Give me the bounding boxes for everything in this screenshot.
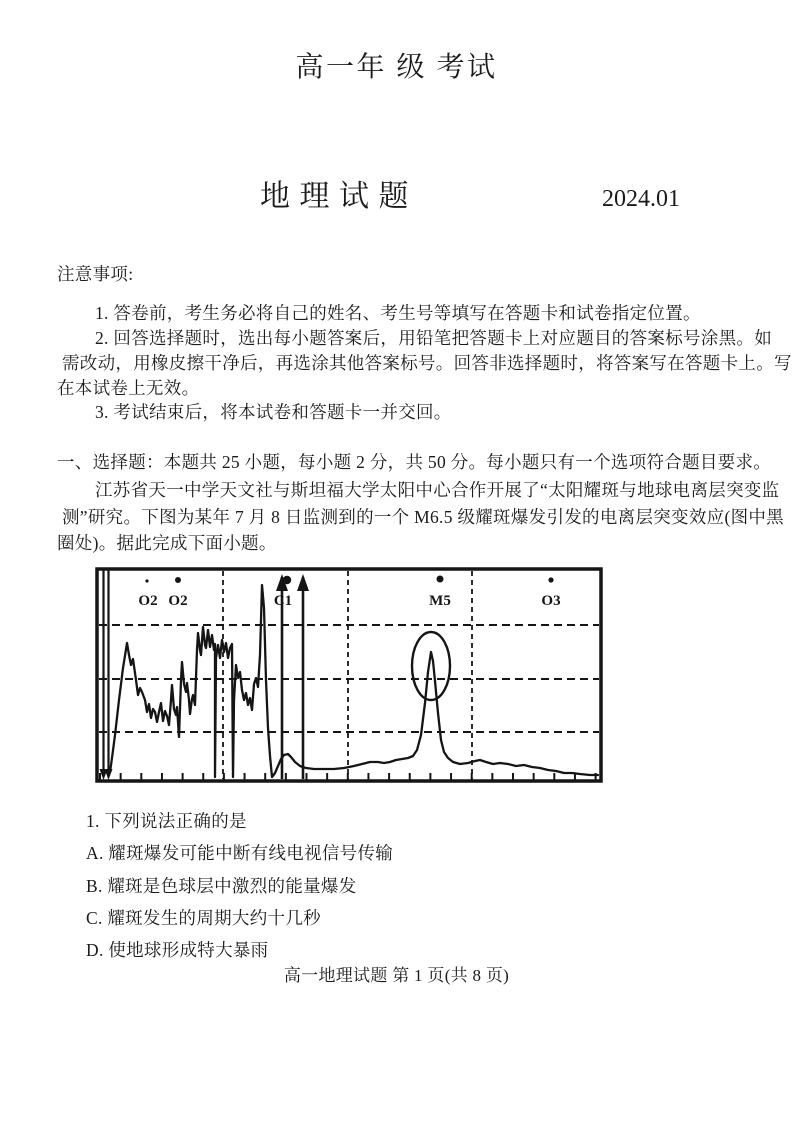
event-dot-O3-4: [548, 577, 553, 582]
question-intro-line-2: 测”研究。下图为某年 7 月 8 日监测到的一个 M6.5 级耀斑爆发引发的电离层突变效应(图中黑: [62, 507, 784, 527]
page-footer: 高一地理试题 第 1 页(共 8 页): [283, 966, 510, 985]
event-dot-O2-1: [175, 577, 181, 583]
notice-heading: 注意事项:: [57, 264, 134, 284]
notice-item-2-line-2: 需改动，用橡皮擦干净后，再选涂其他答案标号。回答非选择题时，将答案写在答题卡上。写: [62, 353, 792, 373]
exam-title: 高一年 级 考试: [295, 52, 498, 83]
section-1-header: 一、选择题：本题共 25 小题，每小题 2 分，共 50 分。每小题只有一个选项符合题目要求。: [57, 452, 772, 472]
up-arrowhead-blob: [283, 576, 291, 584]
flare-highlight-circle: [412, 632, 450, 700]
notice-item-2-line-3: 在本试卷上无效。: [57, 378, 200, 398]
subject-title: 地 理 试 题: [260, 180, 410, 213]
question-1-option-d: D. 使地球形成特大暴雨: [86, 940, 269, 960]
notice-item-2-line-1: 2. 回答选择题时，选出每小题答案后，用铅笔把答题卡上对应题目的答案标号涂黑。如: [95, 328, 772, 348]
event-dot-M5-3: [437, 576, 444, 583]
chart-label-O3-4: O3: [541, 593, 561, 609]
question-1-option-a: A. 耀斑爆发可能中断有线电视信号传输: [86, 843, 394, 863]
question-intro-line-1: 江苏省天一中学天文社与斯坦福大学太阳中心合作开展了“太阳耀斑与地球电离层突变监: [95, 480, 780, 500]
ionosphere-monitoring-figure: [90, 558, 610, 796]
chart-label-O2-0: O2: [138, 593, 158, 609]
notice-item-1: 1. 答卷前，考生务必将自己的姓名、考生号等填写在答题卡和试卷指定位置。: [95, 303, 701, 323]
exam-date: 2024.01: [602, 186, 680, 212]
chart-label-M5-3: M5: [429, 593, 451, 609]
question-1-stem: 1. 下列说法正确的是: [86, 811, 247, 831]
chart-label-C1-2: C1: [273, 593, 293, 609]
monitoring-chart-svg: [90, 558, 610, 796]
question-1-option-b: B. 耀斑是色球层中激烈的能量爆发: [86, 876, 357, 896]
question-intro-line-3: 圈处)。据此完成下面小题。: [57, 533, 277, 553]
notice-item-3: 3. 考试结束后，将本试卷和答题卡一并交回。: [95, 402, 452, 422]
event-dot-O2-0: [145, 579, 148, 582]
up-arrowhead-1: [297, 574, 309, 591]
signal-trace: [110, 585, 598, 777]
chart-label-O2-1: O2: [168, 593, 188, 609]
question-1-option-c: C. 耀斑发生的周期大约十几秒: [86, 908, 321, 928]
